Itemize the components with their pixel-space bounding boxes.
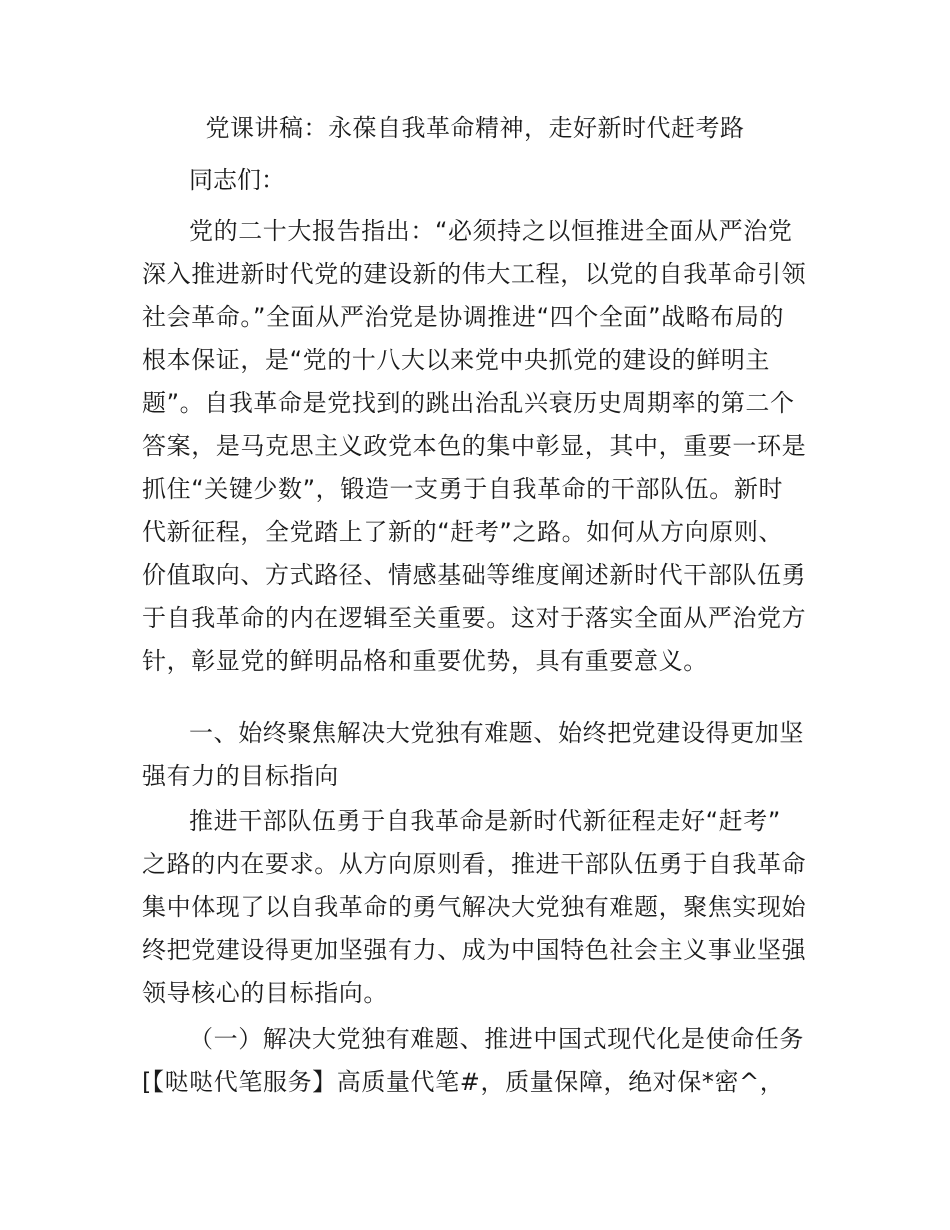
paragraph-line: 社会革命。”全面从严治党是协调推进“四个全面”战略布局的 [142,303,785,331]
salutation: 同志们： [189,166,285,194]
paragraph-section-one [142,800,810,1015]
paragraph-line: 答案，是马克思主义政党本色的集中彰显，其中，重要一环是 [142,432,807,460]
paragraph-line: 于自我革命的内在逻辑至关重要。这对于落实全面从严治党方 [142,604,807,632]
paragraph-line: 深入推进新时代党的建设新的伟大工程，以党的自我革命引领 [142,260,807,288]
paragraph-line: 针，彰显党的鲜明品格和重要优势，具有重要意义。 [142,647,708,675]
paragraph-line: 根本保证，是“党的十八大以来党中央抓党的建设的鲜明主 [142,346,771,374]
heading-line: 一、始终聚焦解决大党独有难题、始终把党建设得更加坚 [189,719,804,747]
paragraph-line: 价值取向、方式路径、情感基础等维度阐述新时代干部队伍勇 [142,561,807,589]
paragraph-line: 之路的内在要求。从方向原则看，推进干部队伍勇于自我革命 [142,850,807,878]
paragraph-line: 抓住“关键少数”，锻造一支勇于自我革命的干部队伍。新时 [142,475,784,503]
section-heading-one [142,712,810,798]
paragraph-introduction [142,210,810,683]
heading-line: （一）解决大党独有难题、推进中国式现代化是使命任务 [189,1025,804,1053]
paragraph-line: 推进干部队伍勇于自我革命是新时代新征程走好“赶考” [189,807,781,835]
paragraph-line: 终把党建设得更加坚强有力、成为中国特色社会主义事业坚强 [142,936,807,964]
paragraph-line: 题”。自我革命是党找到的跳出治乱兴衰历史周期率的第二个 [142,389,795,417]
paragraph-line: 领导核心的目标指向。 [142,979,388,1007]
heading-line: 强有力的目标指向 [142,762,339,790]
paragraph-line: 集中体现了以自我革命的勇气解决大党独有难题，聚焦实现始 [142,893,807,921]
paragraph-line: 党的二十大报告指出：“必须持之以恒推进全面从严治党 [189,217,793,245]
paragraph-line: 代新征程，全党踏上了新的“赶考”之路。如何从方向原则、 [142,518,784,546]
document-title: 党课讲稿：永葆自我革命精神，走好新时代赶考路 [205,114,745,142]
paragraph-line: [【哒哒代笔服务】高质量代笔#，质量保障，绝对保*密^， [142,1068,785,1096]
subsection-heading-one [142,1018,810,1104]
